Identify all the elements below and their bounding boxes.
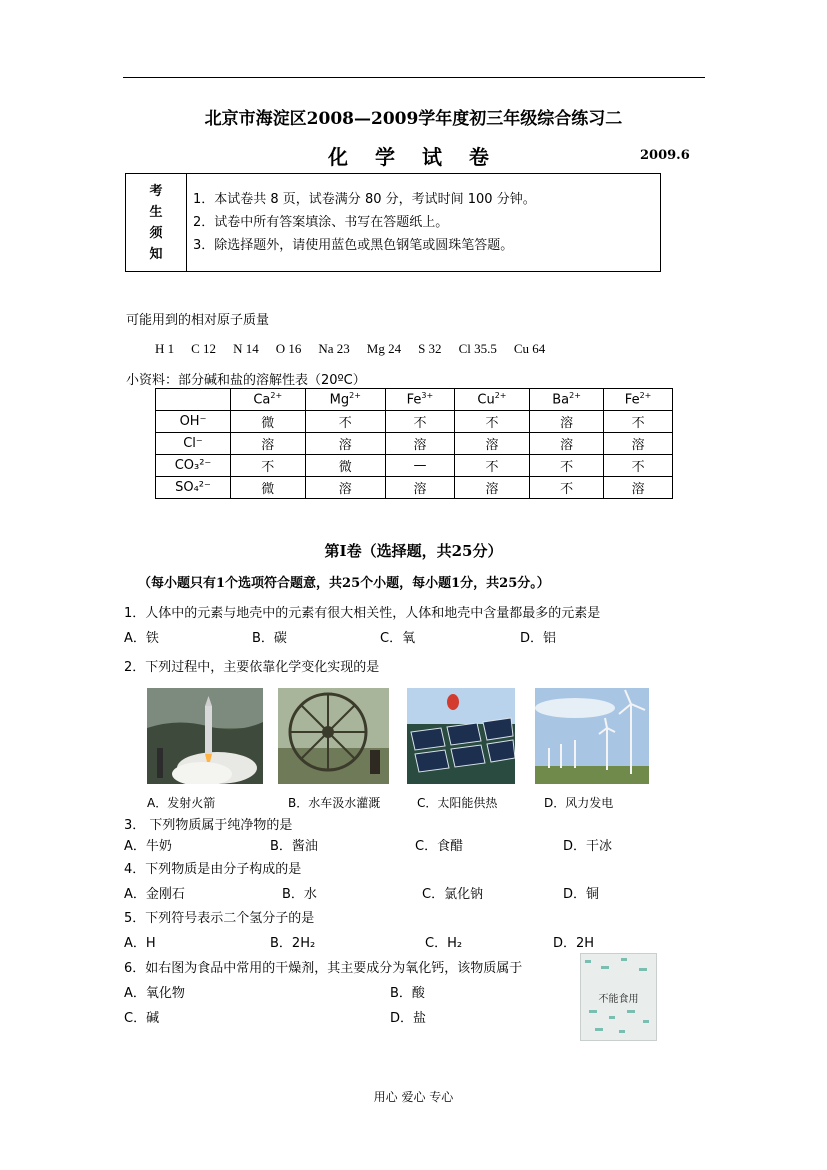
notice-item: 2．试卷中所有答案填涂、书写在答题纸上。 [193,215,449,230]
solar-panels-image [407,688,515,784]
option-b: B．酸 [390,986,425,1001]
option-d: D．铝 [520,631,557,646]
cation-header: $Ca^{2+}$ [231,389,306,411]
question-stem: 2．下列过程中，主要依靠化学变化实现的是 [124,660,380,675]
cation-header: $Ba^{2+}$ [530,389,604,411]
option-b: B．碳 [252,631,287,646]
wind-turbines-image [535,688,649,784]
cation-header: $Cu^{2+}$ [454,389,529,411]
header-rule [123,77,705,78]
cation-header: $Fe^{3+}$ [386,389,455,411]
anion-label: CO₃²⁻ [156,455,231,477]
corner-cell [156,389,231,411]
exam-subtitle: 化 学 试 卷 [328,145,499,169]
question-stem: 1．人体中的元素与地壳中的元素有很大相关性，人体和地壳中含量都最多的元素是 [124,606,601,621]
exam-date: 2009.6 [640,148,690,163]
cation-header: $Fe^{2+}$ [604,389,673,411]
section-title: 第I卷（选择题，共25分） [324,542,503,560]
option-b: B．酱油 [270,839,318,854]
option-a: A．H [124,936,156,951]
cation-header: $Mg^{2+}$ [305,389,386,411]
table-row: Cl⁻ 溶 溶 溶 溶 溶 溶 [156,433,673,455]
option-a: A．金刚石 [124,887,185,902]
table-row: CO₃²⁻ 不 微 — 不 不 不 [156,455,673,477]
rocket-launch-image [147,688,263,784]
question-stem: 6．如右图为食品中常用的干燥剂，其主要成分为氧化钙，该物质属于 [124,961,523,976]
notice-items [187,174,661,272]
table-row: SO₄²⁻ 微 溶 溶 溶 不 溶 [156,477,673,499]
solubility-header-row [156,389,673,411]
option-b: B．2H₂ [270,936,316,951]
option-b: B．水 [282,887,317,902]
option-a: A．铁 [124,631,159,646]
atomic-mass-list: H 1 C 12 N 14 O 16 Na 23 Mg 24 S 32 Cl 35.5 Cu 64 [155,341,546,356]
question-stem: 3． 下列物质属于纯净物的是 [124,818,293,833]
page-footer: 用心 爱心 专心 [373,1090,454,1104]
option-c: C．氧 [380,631,416,646]
desiccant-packet-image [580,953,657,1041]
notice-item: 3．除选择题外，请使用蓝色或黑色钢笔或圆珠笔答题。 [193,238,514,253]
atomic-mass-label: 可能用到的相对原子质量 [126,313,270,328]
table-row: OH⁻ 微 不 不 不 溶 不 [156,411,673,433]
anion-label: OH⁻ [156,411,231,433]
section-note: （每小题只有1个选项符合题意，共25个小题，每小题1分，共25分。） [138,576,550,591]
option-c: C．太阳能供热 [417,796,498,810]
option-d: D．风力发电 [544,796,614,810]
option-d: D．干冰 [563,839,613,854]
option-c: C．碱 [124,1011,160,1026]
option-d: D．盐 [390,1011,427,1026]
waterwheel-image [278,688,389,784]
question-stem: 5．下列符号表示二个氢分子的是 [124,911,315,926]
option-c: C．H₂ [425,936,463,951]
solubility-table [155,388,673,499]
option-c: C．食醋 [415,839,464,854]
option-d: D．2H [553,936,595,951]
option-d: D．铜 [563,887,600,902]
option-a: A．氧化物 [124,986,185,1001]
option-b: B．水车汲水灌溉 [288,796,381,810]
anion-label: Cl⁻ [156,433,231,455]
option-a: A．发射火箭 [147,796,216,810]
notice-item: 1．本试卷共 8 页，试卷满分 80 分，考试时间 100 分钟。 [193,192,536,207]
option-a: A．牛奶 [124,839,172,854]
anion-label: SO₄²⁻ [156,477,231,499]
solubility-caption: 小资料：部分碱和盐的溶解性表（20ºC） [126,373,366,388]
packet-label: 不能食用 [598,994,639,1005]
notice-box [125,173,661,272]
exam-title: 北京市海淀区2008—2009学年度初三年级综合练习二 [204,109,623,129]
question-stem: 4．下列物质是由分子构成的是 [124,862,302,877]
notice-label: 考 生 须 知 [126,174,187,272]
option-c: C．氯化钠 [422,887,484,902]
